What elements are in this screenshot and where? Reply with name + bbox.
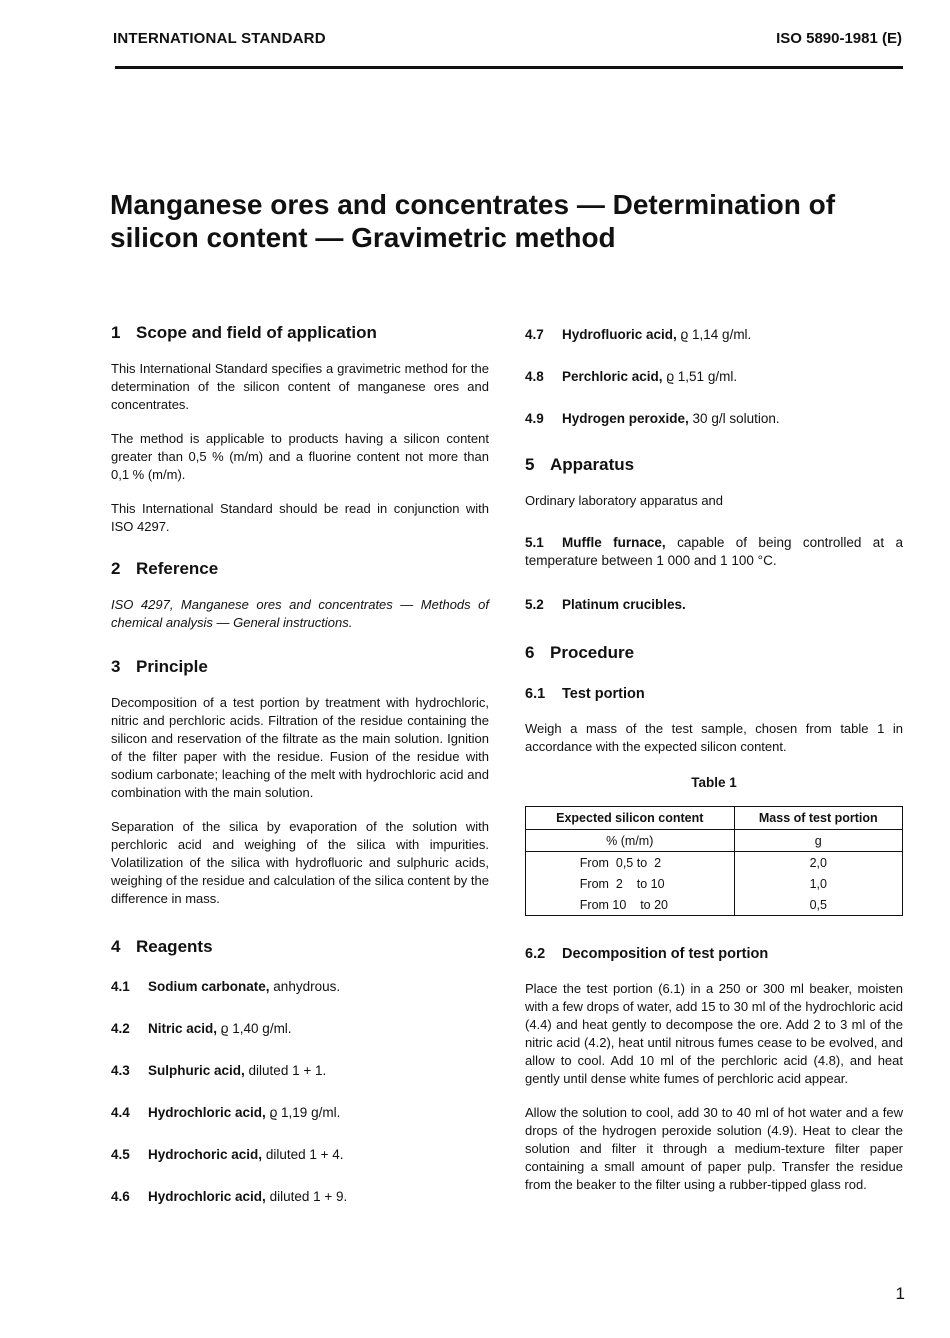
section-2-heading: 2 Reference (111, 559, 219, 578)
table-cell-mass: 1,0 (734, 873, 902, 894)
reagent-4-8: 4.8 Perchloric acid, ϱ 1,51 g/ml. (525, 369, 738, 384)
reagent-4-4: 4.4 Hydrochloric acid, ϱ 1,19 g/ml. (111, 1105, 341, 1120)
table-row (526, 873, 903, 894)
section-6-1-para: Weigh a mass of the test sample, chosen from table 1 in accordance with the expected silicon content. (525, 721, 903, 754)
section-6-1-heading: 6.1 Test portion (525, 686, 645, 702)
header-rule (115, 66, 903, 69)
section-3-heading: 3 Principle (111, 657, 208, 676)
section-4-heading: 4 Reagents (111, 937, 213, 956)
table-cell-range: From 2 to 10 (579, 876, 665, 891)
section-1-para-3: This International Standard should be read in conjunction with ISO 4297. (111, 501, 489, 534)
header-standard-label: INTERNATIONAL STANDARD (113, 30, 326, 47)
table-1 (525, 806, 903, 916)
section-1-para-1: This International Standard specifies a gravimetric method for the determination of the silicon content of manganese ores and concentrates. (111, 361, 489, 412)
section-1-para-2: The method is applicable to products having a silicon content greater than 0,5 % (m/m) and a fluorine content not more than 0,1 % (m/m). (111, 431, 489, 482)
table-unit-silicon: % (m/m) (526, 830, 735, 852)
section-6-2-heading: 6.2 Decomposition of test portion (525, 946, 769, 962)
section-5-intro: Ordinary laboratory apparatus and (525, 493, 724, 508)
table-cell-range: From 0,5 to 2 (579, 855, 662, 870)
section-3-para-1: Decomposition of a test portion by treatment with hydrochloric, nitric and perchloric acids. Filtration of the residue containing the silicon and reservation of the filtrate as the main solution. Ignition of the filter paper with the residue. Fusion of the residue with sodium carbonate; leaching of the melt with hydrochloric acid and combination with the main solution. (111, 695, 489, 800)
section-6-2-para-2: Allow the solution to cool, add 30 to 40 ml of hot water and a few drops of the hydrogen peroxide solution (4.9). Heat to clear the solution and filter it through a medium-texture filter paper containing a small amount of paper pulp. Transfer the residue from the beaker to the filter using a rubber-tipped glass rod. (525, 1105, 903, 1192)
table-1-title: Table 1 (691, 775, 737, 790)
table-row (526, 894, 903, 916)
apparatus-5-2: 5.2 Platinum crucibles. (525, 597, 686, 612)
table-cell-range: From 10 to 20 (579, 897, 668, 912)
reagent-4-3: 4.3 Sulphuric acid, diluted 1 + 1. (111, 1063, 327, 1078)
reagent-4-5: 4.5 Hydrochoric acid, diluted 1 + 4. (111, 1147, 344, 1162)
reagent-4-9: 4.9 Hydrogen peroxide, 30 g/l solution. (525, 411, 780, 426)
reagent-4-7: 4.7 Hydrofluoric acid, ϱ 1,14 g/ml. (525, 327, 752, 342)
document-title: Manganese ores and concentrates — Determination of silicon content — Gravimetric method (110, 189, 836, 253)
table-row (526, 852, 903, 874)
section-2-para-1: ISO 4297, Manganese ores and concentrates — Methods of chemical analysis — General instructions. (111, 597, 489, 630)
reagent-4-1: 4.1 Sodium carbonate, anhydrous. (111, 979, 341, 994)
apparatus-5-1: 5.1 Muffle furnace, capable of being controlled at a temperature between 1 000 and 1 100 °C. (525, 535, 903, 568)
table-header-silicon: Expected silicon content (526, 807, 735, 830)
section-5-heading: 5 Apparatus (525, 455, 635, 474)
table-header-mass: Mass of test portion (734, 807, 902, 830)
reagent-4-2: 4.2 Nitric acid, ϱ 1,40 g/ml. (111, 1021, 292, 1036)
right-column (525, 326, 903, 1194)
section-6-heading: 6 Procedure (525, 643, 635, 662)
reagent-4-6: 4.6 Hydrochloric acid, diluted 1 + 9. (111, 1189, 348, 1204)
header-standard-code: ISO 5890-1981 (E) (776, 30, 902, 47)
section-1-heading: 1 Scope and field of application (111, 323, 377, 342)
table-unit-mass: g (734, 830, 902, 852)
table-cell-mass: 0,5 (734, 894, 902, 916)
section-3-para-2: Separation of the silica by evaporation of the solution with perchloric acid and weighing of the silica with impurities. Volatilization of the silica with hydrofluoric and sulphuric acids, weighing of the residue and calculation of the silica content by the difference in mass. (111, 819, 489, 906)
left-column (111, 322, 489, 1206)
table-cell-mass: 2,0 (734, 852, 902, 874)
page-number: 1 (895, 1284, 905, 1303)
section-6-2-para-1: Place the test portion (6.1) in a 250 or 300 ml beaker, moisten with a few drops of water, add 15 to 30 ml of the hydrochloric acid (4.4) and heat gently to decompose the ore. Add 2 to 3 ml of the nitric acid (4.2), heat until nitrous fumes cease to be evolved, and allow to cool. Add 10 ml of the perchloric acid (4.8), and heat gently until dense white fumes of perchloric acid appear. (525, 981, 903, 1086)
